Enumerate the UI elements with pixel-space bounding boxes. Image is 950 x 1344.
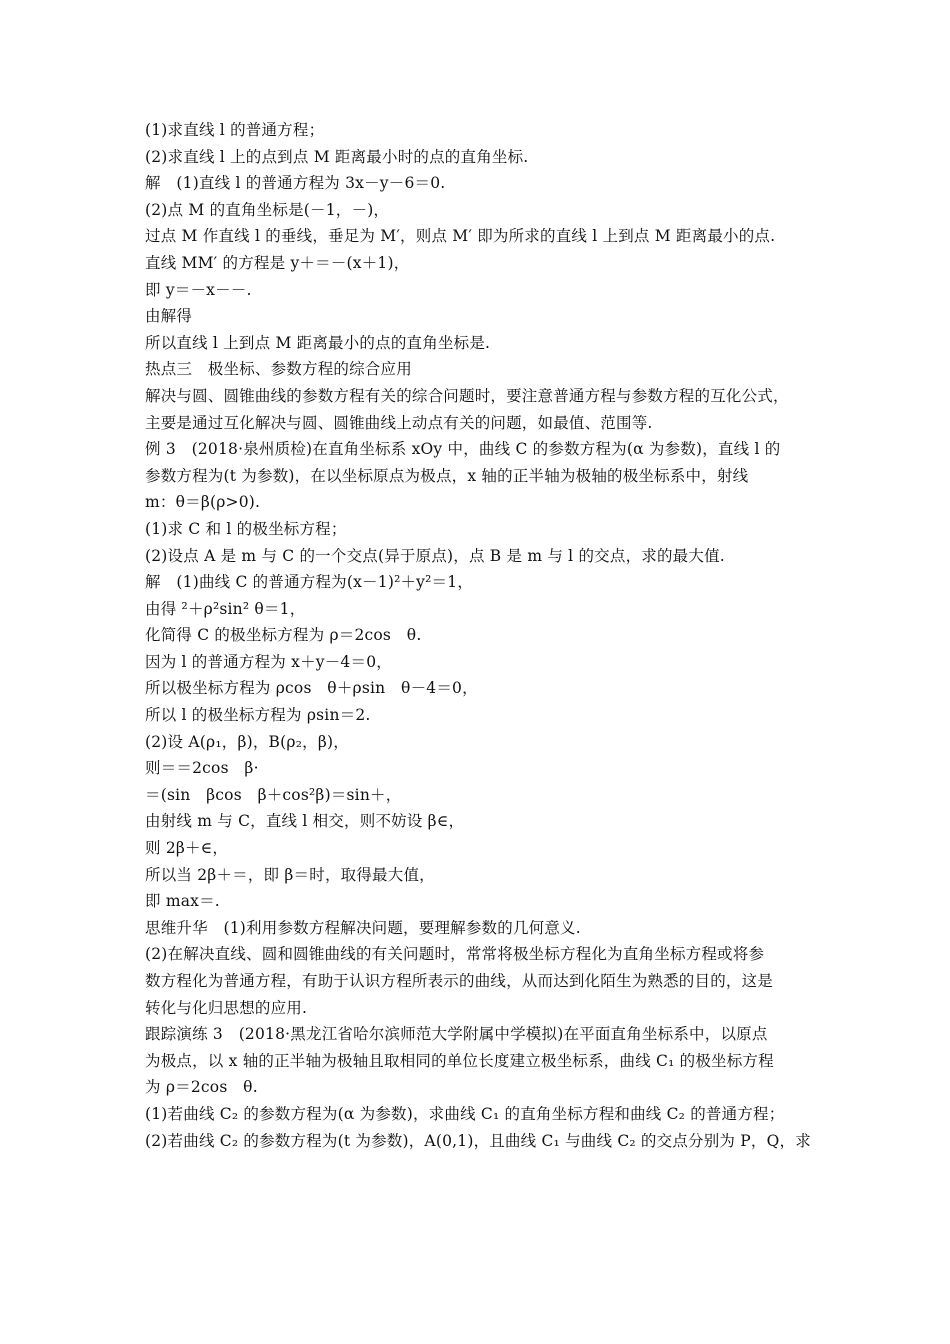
text-line: 为 ρ＝2cos θ.: [145, 1078, 258, 1097]
text-line: (1)求 C 和 l 的极坐标方程；: [145, 519, 347, 538]
exercise-heading: 跟踪演练 3 (2018·黑龙江省哈尔滨师范大学附属中学模拟)在平面直角坐标系中，以原点: [145, 1025, 768, 1044]
text-line: (1)若曲线 C₂ 的参数方程为(α 为参数)，求曲线 C₁ 的直角坐标方程和曲线 C₂ 的普通方程；: [145, 1104, 785, 1123]
text-line: 即 max＝.: [145, 892, 220, 911]
text-line: (1)求直线 l 的普通方程；: [145, 121, 325, 139]
text-line: 所以 l 的极坐标方程为 ρsin＝2.: [145, 706, 371, 725]
document-body: [145, 117, 813, 1154]
text-line: 则＝＝2cos β·: [145, 759, 259, 778]
text-line: 所以当 2β＋＝，即 β＝时，取得最大值，: [145, 865, 435, 884]
summary-heading: 思维升华 (1)利用参数方程解决问题，要理解参数的几何意义.: [145, 918, 581, 937]
text-line: 过点 M 作直线 l 的垂线，垂足为 M′，则点 M′ 即为所求的直线 l 上到点 M 距离最小的点.: [145, 227, 776, 246]
text-line: 则 2β＋∈，: [145, 839, 229, 858]
section-heading: 热点三 极坐标、参数方程的综合应用: [145, 360, 412, 379]
text-line: (2)设点 A 是 m 与 C 的一个交点(异于原点)，点 B 是 m 与 l 的交点，求的最大值.: [145, 546, 725, 565]
text-line: 即 y＝－x－－.: [145, 280, 252, 299]
text-line: 由解得: [145, 307, 193, 326]
text-line: 所以直线 l 上到点 M 距离最小的点的直角坐标是.: [145, 333, 491, 352]
text-line: (2)在解决直线、圆和圆锥曲线的有关问题时，常常将极坐标方程化为直角坐标方程或将参: [145, 945, 765, 964]
text-line: 解 (1)直线 l 的普通方程为 3x－y－6＝0.: [145, 174, 446, 193]
text-line: 主要是通过互化解决与圆、圆锥曲线上动点有关的问题，如最值、范围等.: [145, 413, 653, 432]
text-line: 由射线 m 与 C，直线 l 相交，则不妨设 β∈，: [145, 812, 465, 831]
text-line: 由得 ²＋ρ²sin² θ＝1，: [145, 599, 306, 618]
text-line: 因为 l 的普通方程为 x＋y－4＝0，: [145, 652, 392, 671]
text-line: (2)设 A(ρ₁，β)，B(ρ₂，β)，: [145, 732, 349, 751]
text-line: (2)点 M 的直角坐标是(－1，－)，: [145, 200, 390, 219]
text-line: 直线 MM′ 的方程是 y＋＝－(x＋1)，: [145, 253, 410, 272]
text-line: m：θ＝β(ρ>0).: [145, 493, 261, 512]
text-line: (2)求直线 l 上的点到点 M 距离最小时的点的直角坐标.: [145, 147, 529, 166]
text-line: 参数方程为(t 为参数)，在以坐标原点为极点，x 轴的正半轴为极轴的极坐标系中，射线: [145, 466, 749, 485]
text-line: 数方程化为普通方程，有助于认识方程所表示的曲线，从而达到化陌生为熟悉的目的，这是: [145, 972, 774, 990]
text-line: 解决与圆、圆锥曲线的参数方程有关的综合问题时，要注意普通方程与参数方程的互化公式，: [145, 386, 789, 405]
text-line: 解 (1)曲线 C 的普通方程为(x－1)²＋y²＝1，: [145, 573, 474, 592]
text-line: 为极点，以 x 轴的正半轴为极轴且取相同的单位长度建立极坐标系，曲线 C₁ 的极坐标方程: [145, 1051, 774, 1070]
text-line: 转化与化归思想的应用.: [145, 998, 308, 1017]
text-line: ＝(sin βcos β＋cos²β)＝sin＋，: [145, 785, 402, 804]
example-heading: 例 3 (2018·泉州质检)在直角坐标系 xOy 中，曲线 C 的参数方程为(α 为参数)，直线 l 的: [145, 440, 781, 459]
text-line: (2)若曲线 C₂ 的参数方程为(t 为参数)，A(0,1)，且曲线 C₁ 与曲线 C₂ 的交点分别为 P，Q，求: [145, 1131, 811, 1150]
text-line: 所以极坐标方程为 ρcos θ＋ρsin θ－4＝0，: [145, 679, 478, 698]
text-line: 化简得 C 的极坐标方程为 ρ＝2cos θ.: [145, 626, 422, 645]
